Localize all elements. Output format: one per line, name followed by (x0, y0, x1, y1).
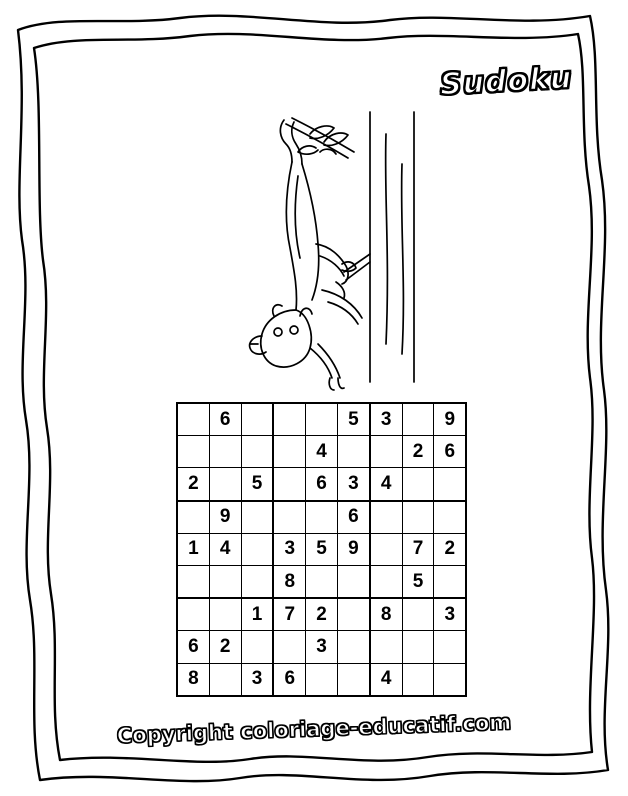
sudoku-cell[interactable] (241, 565, 273, 598)
table-row (177, 436, 466, 468)
sudoku-cell[interactable] (402, 598, 434, 631)
sudoku-cell[interactable] (306, 565, 338, 598)
copyright-text: Copyright coloriage-educatif.com (116, 710, 512, 748)
sudoku-cell[interactable]: 3 (306, 631, 338, 663)
sudoku-cell[interactable] (337, 663, 369, 696)
sudoku-cell[interactable]: 6 (209, 403, 241, 436)
sudoku-cell[interactable] (370, 436, 402, 468)
table-row (177, 468, 466, 501)
sudoku-cell[interactable]: 9 (434, 403, 466, 436)
sudoku-cell[interactable] (177, 565, 209, 598)
table-row (177, 565, 466, 598)
page-title: Sudoku (438, 60, 573, 103)
sudoku-cell[interactable] (177, 403, 209, 436)
sudoku-cell[interactable] (402, 468, 434, 501)
sudoku-cell[interactable] (209, 598, 241, 631)
sudoku-cell[interactable] (434, 468, 466, 501)
sudoku-cell[interactable] (209, 436, 241, 468)
table-row (177, 631, 466, 663)
sudoku-cell[interactable]: 3 (370, 403, 402, 436)
sudoku-grid[interactable] (176, 402, 467, 697)
sudoku-cell[interactable] (177, 598, 209, 631)
sudoku-cell[interactable]: 3 (273, 533, 305, 565)
sudoku-cell[interactable] (402, 631, 434, 663)
sudoku-cell[interactable] (402, 501, 434, 534)
sudoku-cell[interactable] (273, 468, 305, 501)
sudoku-cell[interactable] (241, 436, 273, 468)
table-row (177, 403, 466, 436)
sudoku-cell[interactable] (306, 501, 338, 534)
sudoku-cell[interactable]: 2 (209, 631, 241, 663)
sudoku-cell[interactable] (306, 403, 338, 436)
sudoku-body (177, 403, 466, 696)
sudoku-cell[interactable] (241, 501, 273, 534)
sudoku-cell[interactable]: 4 (370, 468, 402, 501)
lemur-illustration (236, 104, 436, 394)
sudoku-cell[interactable] (337, 436, 369, 468)
sudoku-cell[interactable]: 5 (337, 403, 369, 436)
sudoku-cell[interactable] (402, 403, 434, 436)
sudoku-cell[interactable]: 4 (306, 436, 338, 468)
sudoku-cell[interactable] (402, 663, 434, 696)
sudoku-cell[interactable] (434, 501, 466, 534)
table-row (177, 598, 466, 631)
sudoku-cell[interactable]: 6 (434, 436, 466, 468)
sudoku-cell[interactable] (273, 403, 305, 436)
sudoku-cell[interactable] (337, 631, 369, 663)
sudoku-cell[interactable] (177, 501, 209, 534)
sudoku-cell[interactable]: 9 (337, 533, 369, 565)
sudoku-cell[interactable] (434, 565, 466, 598)
table-row (177, 663, 466, 696)
sudoku-cell[interactable]: 3 (434, 598, 466, 631)
sudoku-cell[interactable] (337, 598, 369, 631)
sudoku-cell[interactable]: 7 (402, 533, 434, 565)
sudoku-cell[interactable]: 4 (370, 663, 402, 696)
sudoku-cell[interactable] (337, 565, 369, 598)
sudoku-cell[interactable] (209, 565, 241, 598)
sudoku-cell[interactable]: 2 (402, 436, 434, 468)
sudoku-cell[interactable]: 9 (209, 501, 241, 534)
sudoku-cell[interactable]: 5 (241, 468, 273, 501)
sudoku-cell[interactable] (370, 565, 402, 598)
sudoku-cell[interactable]: 7 (273, 598, 305, 631)
sudoku-cell[interactable] (241, 403, 273, 436)
sudoku-cell[interactable]: 8 (273, 565, 305, 598)
sudoku-cell[interactable]: 2 (434, 533, 466, 565)
sudoku-cell[interactable]: 4 (209, 533, 241, 565)
sudoku-cell[interactable] (434, 631, 466, 663)
sudoku-cell[interactable]: 3 (337, 468, 369, 501)
sudoku-cell[interactable] (370, 501, 402, 534)
sudoku-cell[interactable]: 5 (402, 565, 434, 598)
sudoku-cell[interactable]: 1 (177, 533, 209, 565)
sudoku-cell[interactable]: 3 (241, 663, 273, 696)
sudoku-cell[interactable] (209, 663, 241, 696)
sudoku-cell[interactable] (177, 436, 209, 468)
sudoku-cell[interactable]: 6 (337, 501, 369, 534)
sudoku-cell[interactable]: 1 (241, 598, 273, 631)
sudoku-cell[interactable] (306, 663, 338, 696)
sudoku-cell[interactable] (370, 533, 402, 565)
sudoku-cell[interactable]: 6 (273, 663, 305, 696)
sudoku-cell[interactable] (273, 501, 305, 534)
sudoku-cell[interactable]: 5 (306, 533, 338, 565)
sudoku-cell[interactable]: 8 (177, 663, 209, 696)
sudoku-cell[interactable]: 8 (370, 598, 402, 631)
sudoku-cell[interactable]: 6 (306, 468, 338, 501)
sudoku-cell[interactable] (241, 631, 273, 663)
table-row (177, 501, 466, 534)
sudoku-cell[interactable]: 6 (177, 631, 209, 663)
sudoku-cell[interactable]: 2 (306, 598, 338, 631)
table-row (177, 533, 466, 565)
sudoku-cell[interactable] (370, 631, 402, 663)
sudoku-cell[interactable] (434, 663, 466, 696)
sudoku-cell[interactable] (273, 436, 305, 468)
sudoku-cell[interactable] (209, 468, 241, 501)
sudoku-cell[interactable] (273, 631, 305, 663)
sudoku-cell[interactable] (241, 533, 273, 565)
sudoku-cell[interactable]: 2 (177, 468, 209, 501)
